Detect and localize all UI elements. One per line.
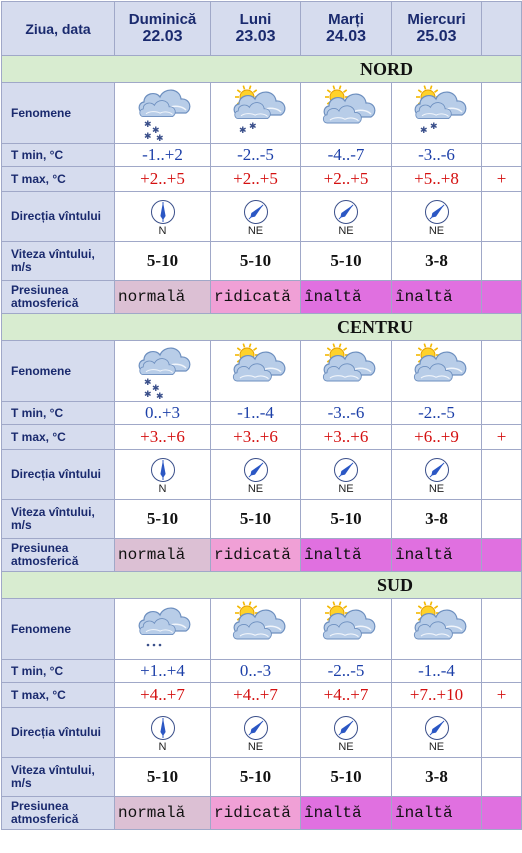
svg-text:✱: ✱ bbox=[429, 122, 438, 132]
phenomena-row bbox=[2, 599, 522, 660]
wind-direction-value: N bbox=[158, 740, 167, 753]
tmin-value: -2..-5 bbox=[211, 144, 301, 167]
wind-speed-value: 5-10 bbox=[115, 758, 211, 797]
label-wind-direction: Direcția vîntului bbox=[2, 192, 115, 242]
day-header bbox=[392, 2, 482, 56]
pressure-value: ridicată bbox=[211, 281, 301, 314]
wind-direction-cell bbox=[392, 450, 482, 500]
wind-speed-row bbox=[2, 758, 522, 797]
tmax-row: T max, °C +4..+7 +4..+7 +4..+7 +7..+10 + bbox=[2, 683, 522, 708]
wind-speed-value: 5-10 bbox=[301, 500, 392, 539]
wind-direction-cell bbox=[211, 708, 301, 758]
wind-direction-value: NE bbox=[428, 224, 445, 237]
label-pressure: Presiunea atmosferică bbox=[2, 797, 115, 830]
wind-speed-value: 5-10 bbox=[301, 758, 392, 797]
sun-cloud-icon bbox=[225, 341, 287, 401]
sun-cloud-icon bbox=[315, 83, 377, 143]
svg-text:✱: ✱ bbox=[151, 126, 160, 136]
tmin-value: -1..-4 bbox=[392, 660, 482, 683]
cloud-snow-icon bbox=[132, 341, 194, 401]
day-date: 22.03 bbox=[142, 28, 183, 45]
tmin-row bbox=[2, 660, 522, 683]
pressure-value: înaltă bbox=[301, 281, 392, 314]
sun-cloud-snow-icon bbox=[225, 83, 287, 143]
tmax-row: T max, °C +2..+5 +2..+5 +2..+5 +5..+8 + bbox=[2, 167, 522, 192]
svg-text:✱: ✱ bbox=[143, 132, 152, 142]
wind-direction-row bbox=[2, 450, 522, 500]
tmin-value: -2..-5 bbox=[301, 660, 392, 683]
pressure-row bbox=[2, 797, 522, 830]
wind-direction-cell bbox=[211, 450, 301, 500]
pressure-value: înaltă bbox=[301, 539, 392, 572]
svg-text:✱: ✱ bbox=[248, 122, 257, 132]
day-date: 23.03 bbox=[235, 28, 276, 45]
tmin-value: -1..+2 bbox=[115, 144, 211, 167]
wind-speed-value: 5-10 bbox=[211, 242, 301, 281]
phenomena-cell bbox=[301, 83, 392, 144]
tmax-value: +4..+7 bbox=[211, 683, 301, 708]
wind-direction-cell bbox=[115, 708, 211, 758]
phenomena-cell bbox=[301, 599, 392, 660]
tmax-value: +2..+5 bbox=[301, 167, 392, 192]
tmin-value: -1..-4 bbox=[211, 402, 301, 425]
phenomena-cell bbox=[392, 83, 482, 144]
wind-compass-icon bbox=[424, 715, 450, 741]
label-tmax: T max, °C bbox=[2, 425, 115, 450]
wind-compass-icon bbox=[424, 457, 450, 483]
cloud-flurries-icon bbox=[132, 599, 194, 659]
label-tmin: T min, °C bbox=[2, 402, 115, 425]
tmin-value: -3..-6 bbox=[301, 402, 392, 425]
wind-direction-value: NE bbox=[247, 740, 264, 753]
svg-text:✱: ✱ bbox=[155, 134, 164, 144]
phenomena-cell bbox=[211, 599, 301, 660]
pressure-value: normală bbox=[115, 539, 211, 572]
header-row bbox=[2, 2, 522, 56]
sun-cloud-icon bbox=[406, 341, 468, 401]
svg-text:✱: ✱ bbox=[238, 126, 247, 136]
day-name: Duminică bbox=[128, 11, 197, 28]
svg-text:✱: ✱ bbox=[155, 392, 164, 402]
wind-compass-icon bbox=[333, 457, 359, 483]
region-title: SUD bbox=[2, 572, 522, 599]
svg-text:✱: ✱ bbox=[143, 120, 152, 130]
pressure-value: înaltă bbox=[392, 797, 482, 830]
svg-text:✱: ✱ bbox=[143, 378, 152, 388]
label-wind-direction: Direcția vîntului bbox=[2, 450, 115, 500]
svg-text:✱: ✱ bbox=[143, 390, 152, 400]
wind-compass-icon bbox=[150, 715, 176, 741]
pressure-value: normală bbox=[115, 797, 211, 830]
wind-speed-row bbox=[2, 500, 522, 539]
label-pressure: Presiunea atmosferică bbox=[2, 539, 115, 572]
footer-clipped-text bbox=[0, 848, 497, 853]
label-tmax: T max, °C bbox=[2, 683, 115, 708]
wind-speed-value: 5-10 bbox=[211, 758, 301, 797]
label-fenomene: Fenomene bbox=[2, 341, 115, 402]
tmax-value: +3..+6 bbox=[211, 425, 301, 450]
pressure-value: înaltă bbox=[392, 281, 482, 314]
sun-cloud-icon bbox=[225, 599, 287, 659]
wind-direction-value: NE bbox=[247, 224, 264, 237]
tmin-value: 0..-3 bbox=[211, 660, 301, 683]
wind-direction-row bbox=[2, 192, 522, 242]
region-title: NORD bbox=[2, 56, 522, 83]
tmax-row: T max, °C +3..+6 +3..+6 +3..+6 +6..+9 + bbox=[2, 425, 522, 450]
day-name: Miercuri bbox=[407, 11, 466, 28]
phenomena-cell bbox=[115, 83, 211, 144]
tmax-value: +3..+6 bbox=[301, 425, 392, 450]
tmax-value: +2..+5 bbox=[211, 167, 301, 192]
wind-compass-icon bbox=[150, 457, 176, 483]
wind-direction-cell bbox=[301, 192, 392, 242]
wind-direction-value: NE bbox=[338, 224, 354, 237]
svg-text:✱: ✱ bbox=[151, 384, 160, 394]
phenomena-cell bbox=[301, 341, 392, 402]
tmax-value: +5..+8 bbox=[392, 167, 482, 192]
sun-cloud-icon bbox=[315, 599, 377, 659]
tmin-value: +1..+4 bbox=[115, 660, 211, 683]
day-header bbox=[301, 2, 392, 56]
label-wind-speed: Viteza vîntului, m/s bbox=[2, 242, 115, 281]
tmax-value: +7..+10 bbox=[392, 683, 482, 708]
tmin-value: -3..-6 bbox=[392, 144, 482, 167]
label-tmin: T min, °C bbox=[2, 660, 115, 683]
wind-direction-value: NE bbox=[338, 740, 354, 753]
wind-direction-cell bbox=[115, 450, 211, 500]
forecast-table bbox=[1, 1, 522, 830]
wind-direction-value: NE bbox=[428, 740, 445, 753]
region-row bbox=[2, 314, 522, 341]
label-wind-direction: Direcția vîntului bbox=[2, 708, 115, 758]
wind-compass-icon bbox=[333, 715, 359, 741]
wind-compass-icon bbox=[243, 457, 269, 483]
wind-speed-value: 5-10 bbox=[301, 242, 392, 281]
wind-direction-value: N bbox=[158, 224, 167, 237]
tmax-value: +4..+7 bbox=[301, 683, 392, 708]
wind-direction-cell bbox=[301, 450, 392, 500]
sun-cloud-icon bbox=[406, 599, 468, 659]
phenomena-row bbox=[2, 83, 522, 144]
pressure-row bbox=[2, 539, 522, 572]
tmax-value: +4..+7 bbox=[115, 683, 211, 708]
region-row bbox=[2, 56, 522, 83]
day-date: 24.03 bbox=[325, 28, 367, 45]
wind-direction-cell bbox=[115, 192, 211, 242]
day-header-clipped bbox=[482, 2, 522, 56]
tmin-row bbox=[2, 402, 522, 425]
phenomena-cell bbox=[115, 599, 211, 660]
phenomena-cell bbox=[211, 341, 301, 402]
label-wind-speed: Viteza vîntului, m/s bbox=[2, 758, 115, 797]
pressure-value: ridicată bbox=[211, 539, 301, 572]
label-wind-speed: Viteza vîntului, m/s bbox=[2, 500, 115, 539]
wind-compass-icon bbox=[243, 199, 269, 225]
pressure-value: înaltă bbox=[392, 539, 482, 572]
pressure-value: ridicată bbox=[211, 797, 301, 830]
phenomena-cell bbox=[211, 83, 301, 144]
wind-speed-value: 5-10 bbox=[211, 500, 301, 539]
wind-direction-cell bbox=[211, 192, 301, 242]
wind-compass-icon bbox=[243, 715, 269, 741]
phenomena-cell bbox=[392, 599, 482, 660]
tmin-value: -2..-5 bbox=[392, 402, 482, 425]
wind-speed-value: 5-10 bbox=[115, 242, 211, 281]
tmax-value: +3..+6 bbox=[115, 425, 211, 450]
cloud-snow-icon bbox=[132, 83, 194, 143]
region-row bbox=[2, 572, 522, 599]
wind-direction-value: NE bbox=[428, 482, 445, 495]
tmin-row bbox=[2, 144, 522, 167]
header-label: Ziua, data bbox=[2, 2, 115, 56]
sun-cloud-snow-icon bbox=[406, 83, 468, 143]
tmax-value: +2..+5 bbox=[115, 167, 211, 192]
wind-direction-cell bbox=[392, 708, 482, 758]
phenomena-cell bbox=[392, 341, 482, 402]
sun-cloud-icon bbox=[315, 341, 377, 401]
wind-compass-icon bbox=[333, 199, 359, 225]
wind-direction-cell bbox=[392, 192, 482, 242]
wind-direction-value: NE bbox=[247, 482, 264, 495]
label-fenomene: Fenomene bbox=[2, 599, 115, 660]
day-date: 25.03 bbox=[416, 28, 457, 45]
phenomena-row bbox=[2, 341, 522, 402]
wind-direction-value: NE bbox=[338, 482, 354, 495]
wind-direction-value: N bbox=[158, 482, 167, 495]
wind-speed-value: 3-8 bbox=[392, 500, 482, 539]
tmin-value: 0..+3 bbox=[115, 402, 211, 425]
label-fenomene: Fenomene bbox=[2, 83, 115, 144]
day-header bbox=[115, 2, 211, 56]
wind-compass-icon bbox=[150, 199, 176, 225]
tmax-value: +6..+9 bbox=[392, 425, 482, 450]
phenomena-cell bbox=[115, 341, 211, 402]
wind-compass-icon bbox=[424, 199, 450, 225]
pressure-value: normală bbox=[115, 281, 211, 314]
wind-speed-value: 3-8 bbox=[392, 758, 482, 797]
tmin-value: -4..-7 bbox=[301, 144, 392, 167]
pressure-value: înaltă bbox=[301, 797, 392, 830]
label-pressure: Presiunea atmosferică bbox=[2, 281, 115, 314]
day-name: Marți bbox=[328, 11, 364, 28]
pressure-row bbox=[2, 281, 522, 314]
label-tmax: T max, °C bbox=[2, 167, 115, 192]
wind-speed-value: 3-8 bbox=[392, 242, 482, 281]
wind-direction-row bbox=[2, 708, 522, 758]
wind-speed-value: 5-10 bbox=[115, 500, 211, 539]
wind-speed-row bbox=[2, 242, 522, 281]
svg-text:✱: ✱ bbox=[419, 126, 428, 136]
label-tmin: T min, °C bbox=[2, 144, 115, 167]
day-name: Luni bbox=[239, 11, 272, 28]
wind-direction-cell bbox=[301, 708, 392, 758]
day-header bbox=[211, 2, 301, 56]
region-title: CENTRU bbox=[2, 314, 522, 341]
